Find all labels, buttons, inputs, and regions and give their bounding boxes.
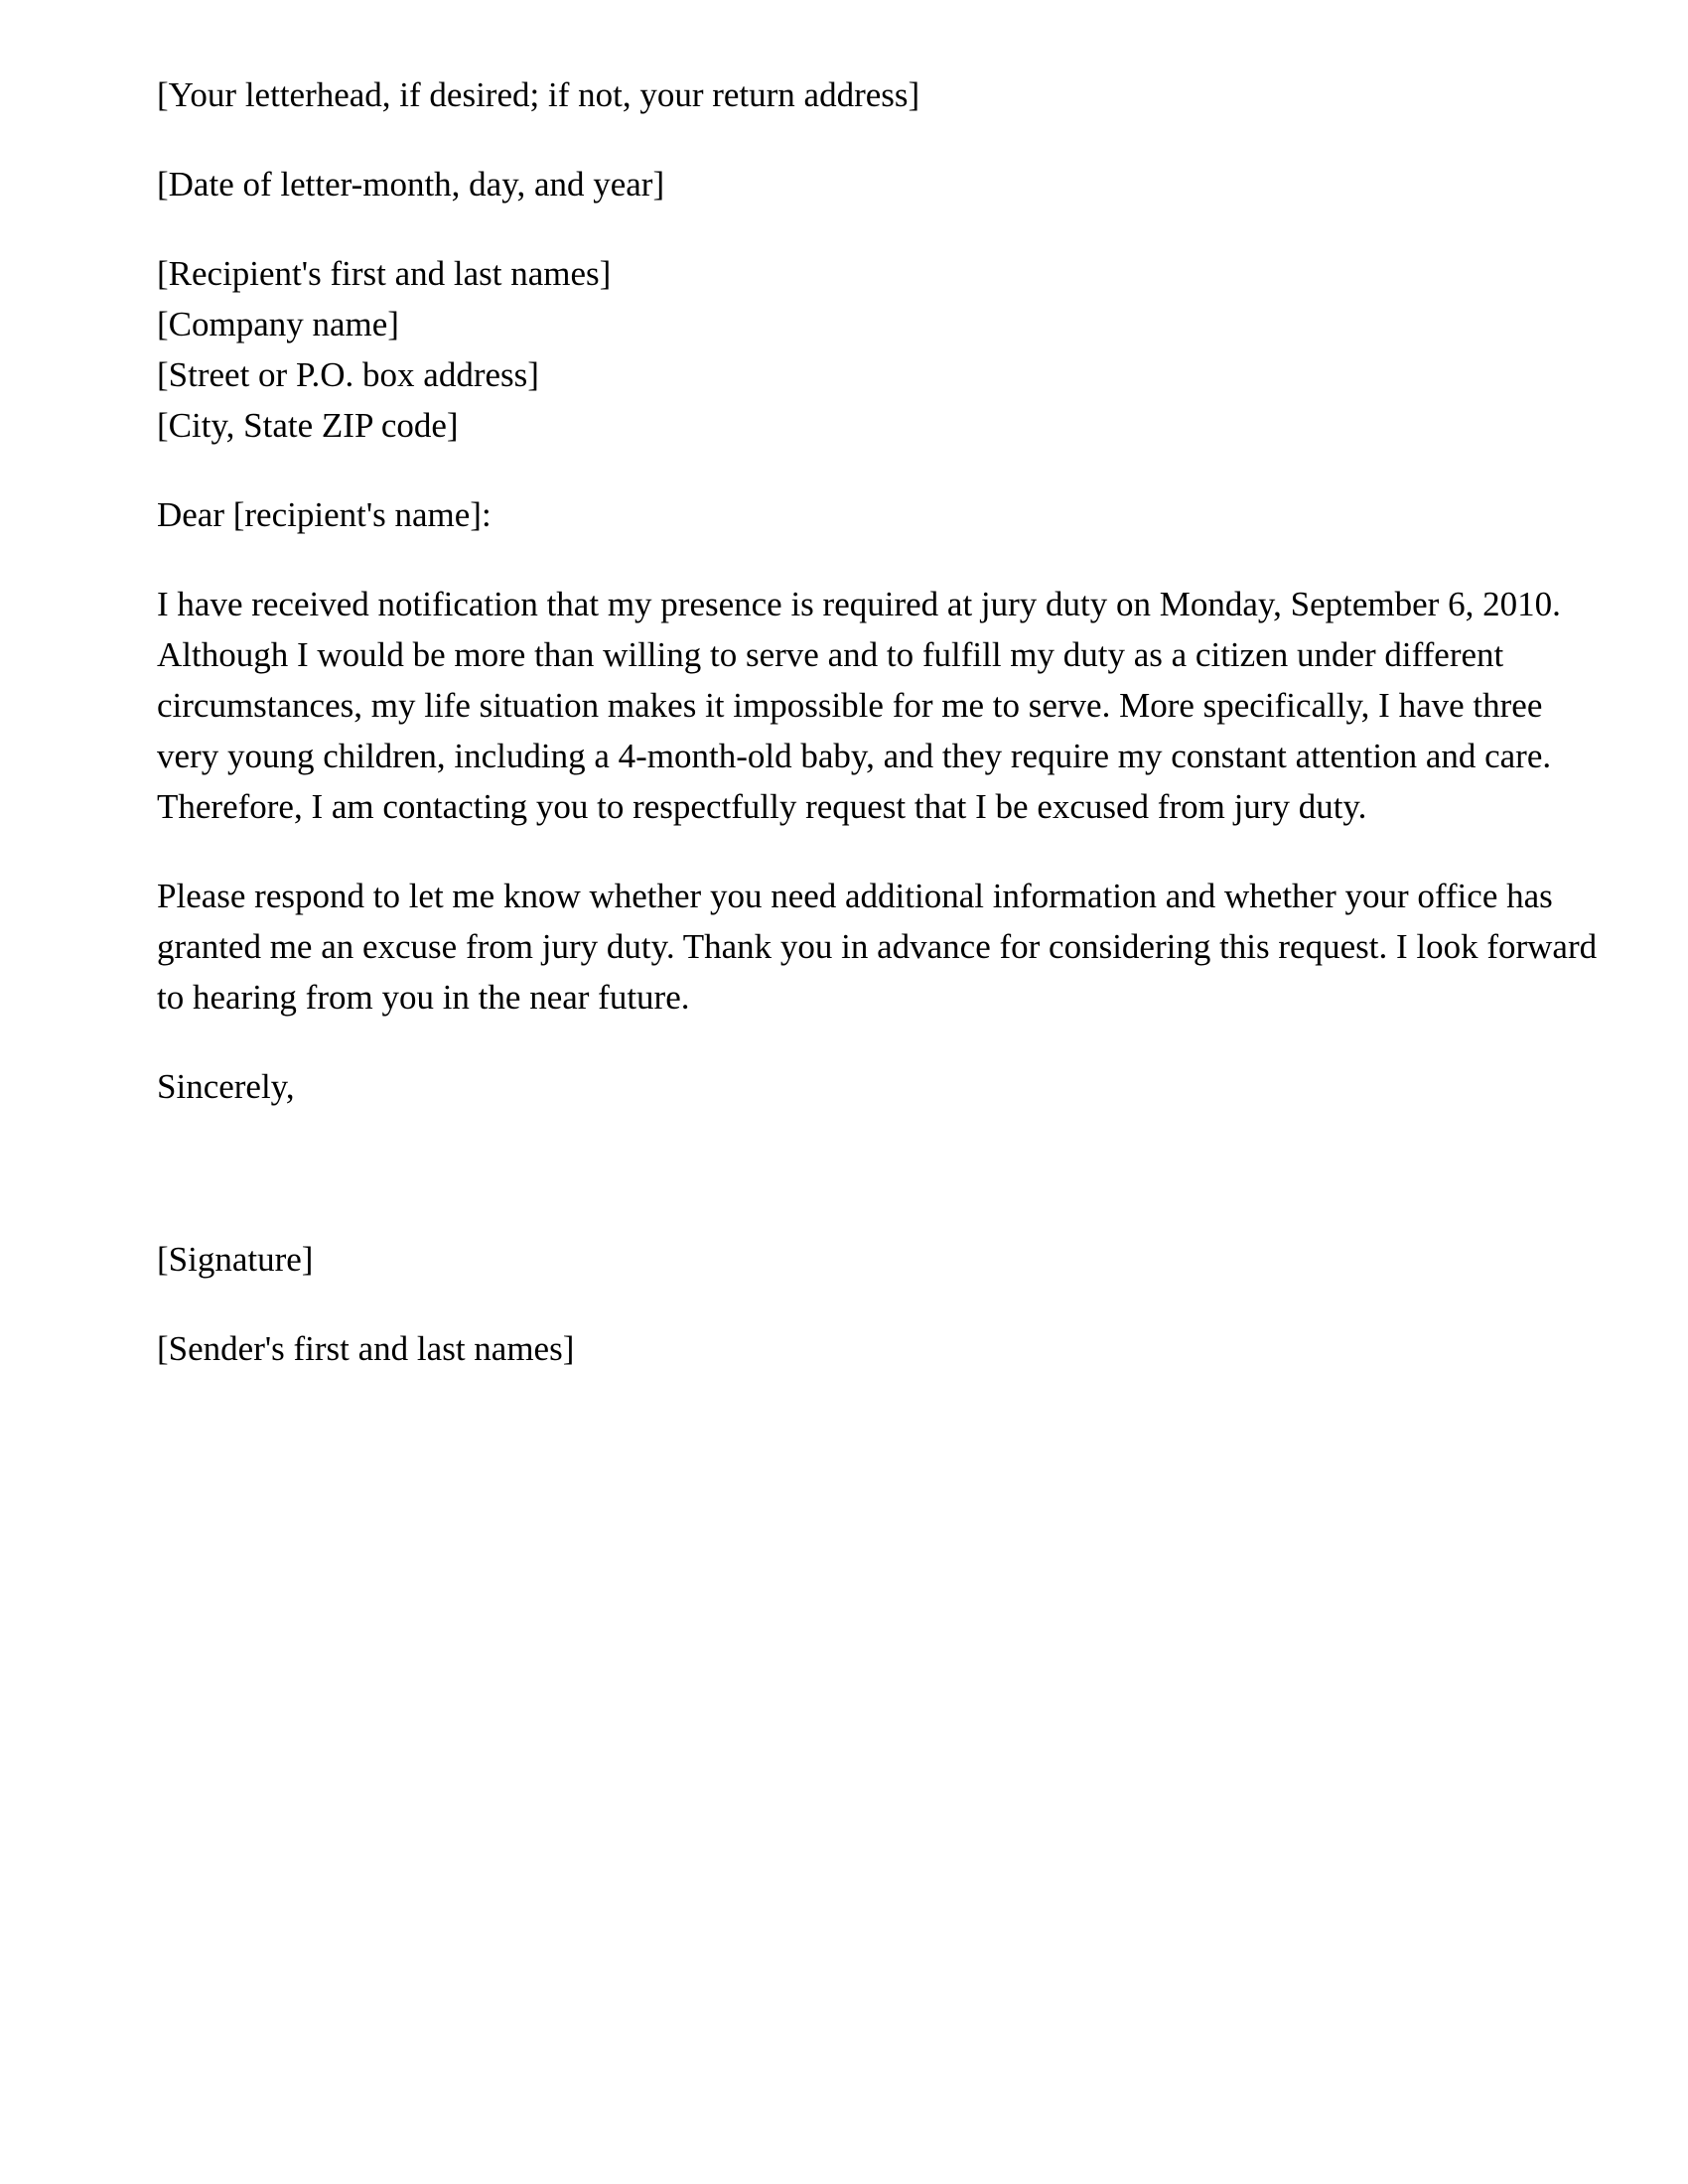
body-paragraph-2: Please respond to let me know whether you need additional information and whether your office has granted me an excuse from jury duty. Thank you in advance for considering this request. I look forward to hearing from you in the near future.: [157, 877, 1598, 1017]
closing: Sincerely,: [157, 1067, 295, 1106]
salutation: Dear [recipient's name]:: [157, 495, 492, 534]
recipient-address-block: [157, 248, 1607, 451]
recipient-company: [Company name]: [157, 305, 399, 343]
letter-page: [157, 69, 1607, 1413]
signature-space: [157, 1151, 1607, 1234]
letterhead: [Your letterhead, if desired; if not, your return address]: [157, 75, 920, 114]
letter-date: [Date of letter-month, day, and year]: [157, 165, 665, 204]
body-paragraph-1: I have received notification that my presence is required at jury duty on Monday, September 6, 2010. Although I would be more than willing to serve and to fulfill my duty as a citizen under different circumstances, my life situation makes it impossible for me to serve. More specifically, I have three very young children, including a 4-month-old baby, and they require my constant attention and care. Therefore, I am contacting you to respectfully request that I be excused from jury duty.: [157, 585, 1561, 826]
recipient-city: [City, State ZIP code]: [157, 406, 459, 445]
sender-name: [Sender's first and last names]: [157, 1329, 575, 1368]
signature: [Signature]: [157, 1240, 314, 1279]
recipient-street: [Street or P.O. box address]: [157, 355, 539, 394]
recipient-name: [Recipient's first and last names]: [157, 254, 612, 293]
